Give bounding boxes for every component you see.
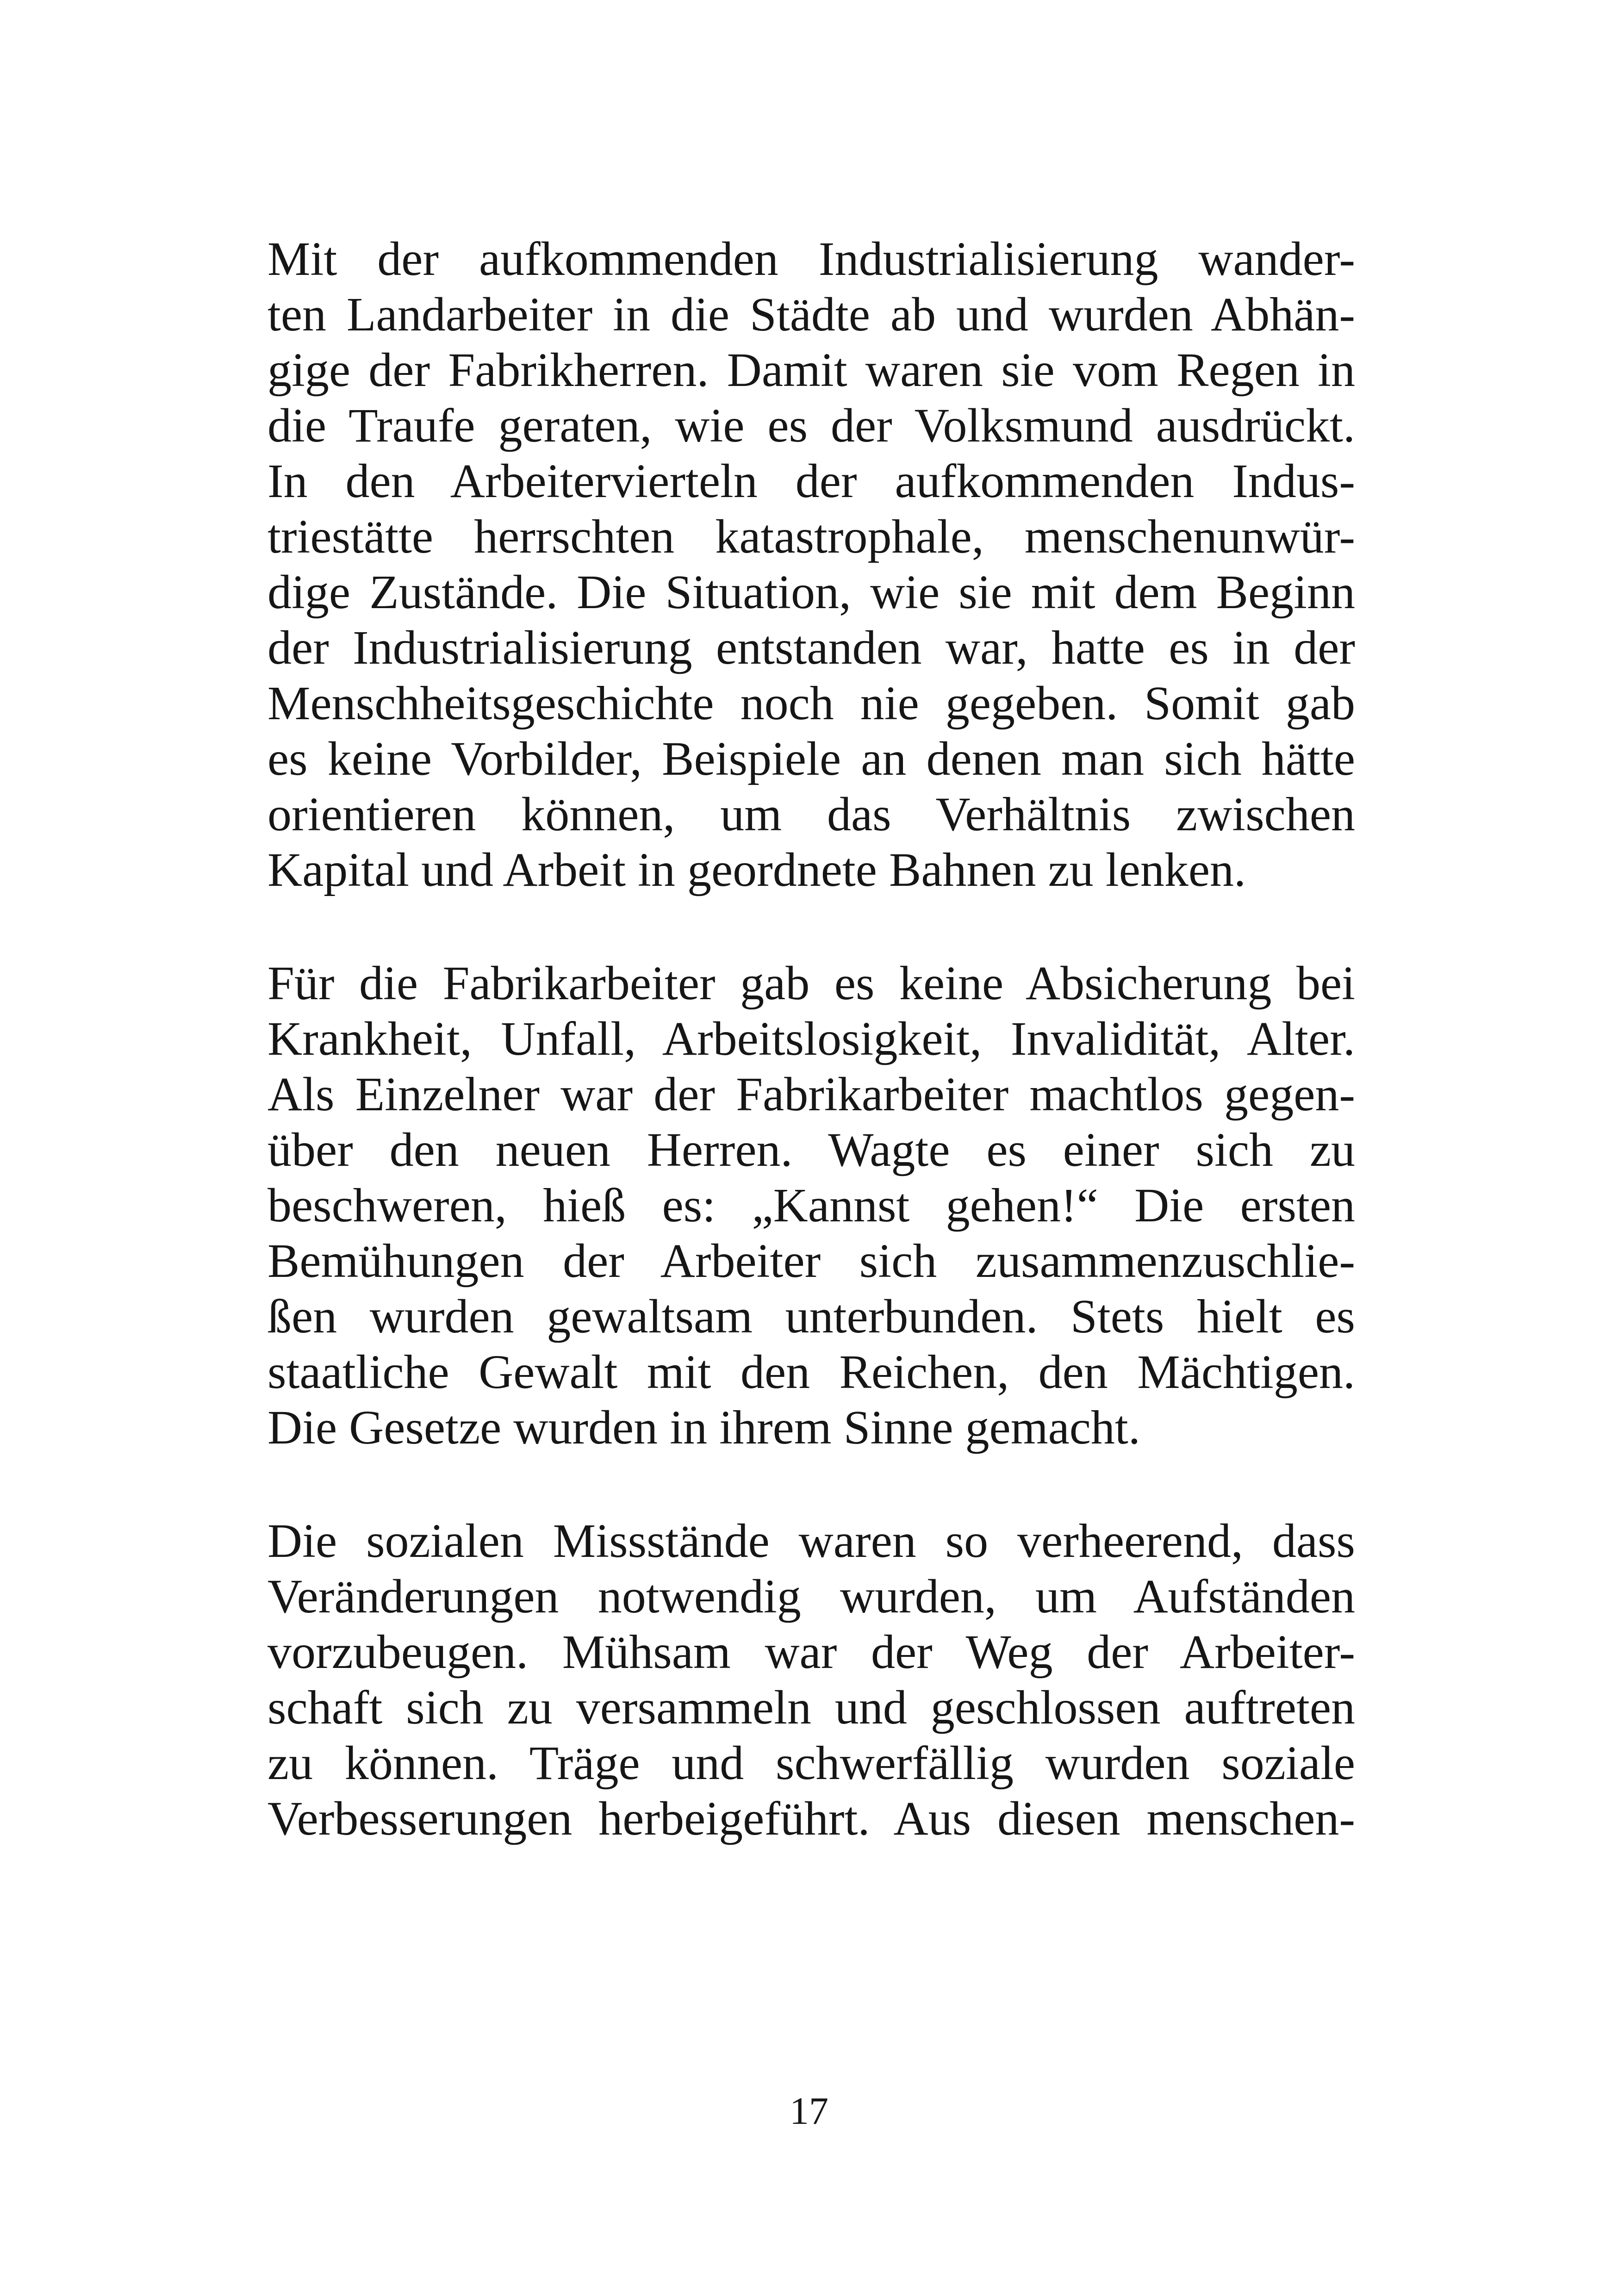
text-line: Bemühungen der Arbeiter sich zusammenzuschlie- — [268, 1234, 1355, 1288]
text-line: gige der Fabrikherren. Damit waren sie vom Regen in — [268, 343, 1355, 397]
text-line: über den neuen Herren. Wagte es einer sich zu — [268, 1123, 1355, 1176]
text-line: der Industrialisierung entstanden war, hatte es in der — [268, 621, 1355, 674]
text-line: zu können. Träge und schwerfällig wurden soziale — [268, 1736, 1355, 1790]
paragraph-1 — [268, 231, 1355, 898]
text-line: schaft sich zu versammeln und geschlossen auftreten — [268, 1681, 1355, 1734]
text-line: ten Landarbeiter in die Städte ab und wurden Abhän- — [268, 288, 1355, 341]
text-line: dige Zustände. Die Situation, wie sie mit dem Beginn — [268, 566, 1355, 619]
text-line: Für die Fabrikarbeiter gab es keine Absicherung bei — [268, 957, 1355, 1010]
text-line: Veränderungen notwendig wurden, um Aufständen — [268, 1570, 1355, 1623]
text-line: In den Arbeitervierteln der aufkommenden Indus- — [268, 454, 1355, 508]
text-line: die Traufe geraten, wie es der Volksmund ausdrückt. — [268, 399, 1355, 452]
text-line: Verbesserungen herbeigeführt. Aus diesen menschen- — [268, 1792, 1355, 1845]
page-number: 17 — [790, 2090, 828, 2133]
text-line: Kapital und Arbeit in geordnete Bahnen zu lenken. — [268, 843, 1246, 896]
text-line: Krankheit, Unfall, Arbeitslosigkeit, Invalidität, Alter. — [268, 1012, 1355, 1065]
text-line: Die Gesetze wurden in ihrem Sinne gemacht. — [268, 1401, 1140, 1454]
text-line: orientieren können, um das Verhältnis zwischen — [268, 788, 1355, 841]
text-line: ßen wurden gewaltsam unterbunden. Stets hielt es — [268, 1290, 1355, 1343]
paragraph-3 — [268, 1513, 1355, 1847]
text-line: Als Einzelner war der Fabrikarbeiter machtlos gegen- — [268, 1068, 1355, 1121]
text-line: Die sozialen Missstände waren so verheerend, dass — [268, 1514, 1355, 1568]
text-line: vorzubeugen. Mühsam war der Weg der Arbeiter- — [268, 1625, 1355, 1679]
paragraph-2 — [268, 956, 1355, 1456]
text-line: Menschheitsgeschichte noch nie gegeben. Somit gab — [268, 677, 1355, 730]
text-line: triestätte herrschten katastrophale, menschenunwür- — [268, 510, 1355, 563]
text-line: beschweren, hieß es: „Kannst gehen!“ Die ersten — [268, 1179, 1355, 1232]
text-line: Mit der aufkommenden Industrialisierung wander- — [268, 232, 1355, 286]
text-line: es keine Vorbilder, Beispiele an denen man sich hätte — [268, 732, 1355, 785]
text-line: staatliche Gewalt mit den Reichen, den Mächtigen. — [268, 1345, 1355, 1399]
